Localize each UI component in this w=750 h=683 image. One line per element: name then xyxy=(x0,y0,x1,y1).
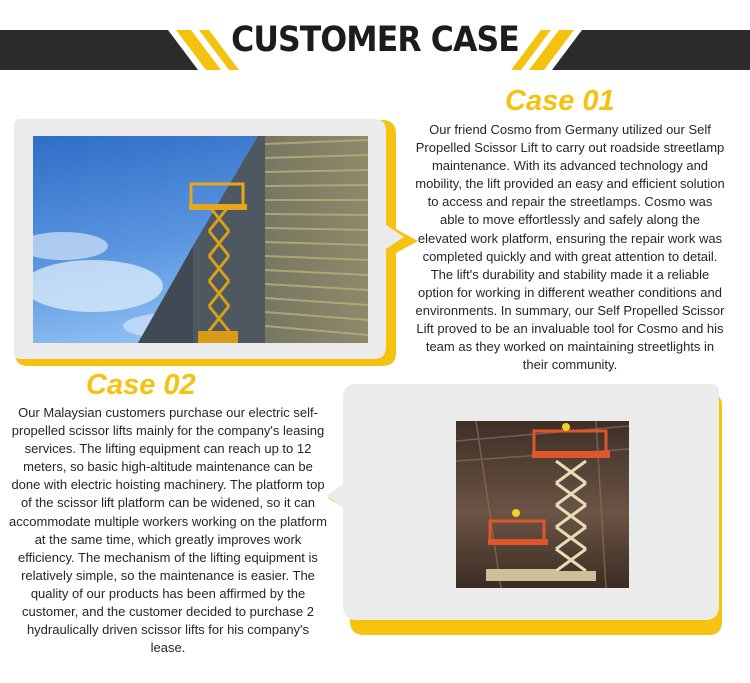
page-title: CUSTOMER CASE xyxy=(231,20,519,60)
case-01-heading: Case 01 xyxy=(505,85,615,117)
case-01-photo xyxy=(33,136,368,343)
case-02-description: Our Malaysian customers purchase our electric self-propelled scissor lifts mainly for the company's leasing services. The lifting equipment can reach up to 12 meters, so basic high-altitude maintenance can be done with electric hoisting machinery. The platform top of the scissor lift platform can be widened, so it can accommodate multiple workers working on the platform at the same time, which greatly improves work efficiency. The mechanism of the lifting equipment is relatively simple, so the maintenance is easier. The quality of our products has been affirmed by the customer, and the customer decided to purchase 2 hydraulically driven scissor lifts for his company's lease. xyxy=(9,405,327,656)
case-01-description: Our friend Cosmo from Germany utilized our Self Propelled Scissor Lift to carry out roadside streetlamp maintenance. With its advanced technology and mobility, the lift provided an easy and efficient solution to access and repair the streetlamps. Cosmo was able to move effortlessly and safely along the elevated work platform, ensuring the repair work was completed quickly and with great attention to detail. The lift's durability and stability made it a reliable option for working in different weather conditions and environments. In summary, our Self Propelled Scissor Lift proved to be an invaluable tool for Cosmo and his team as they worked on maintaining streetlights in their community. xyxy=(415,122,725,373)
case-02-heading: Case 02 xyxy=(86,369,196,401)
case-02-photo xyxy=(456,421,629,588)
